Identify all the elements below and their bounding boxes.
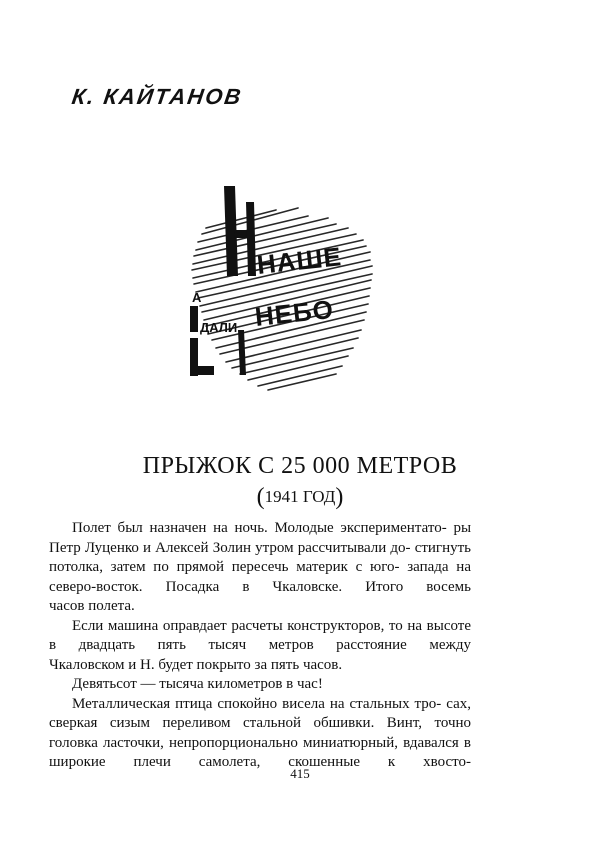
text-line: точно головка ласточки, непропорционально миниатюрный, (49, 715, 472, 751)
text-line: сах, сверкая сизым переливом стальной обшивки. Винт, (49, 695, 471, 731)
emblem-side-fragment-top: А (192, 290, 202, 305)
scribble-emblem-graphic (188, 180, 383, 405)
paragraph-1-end (49, 597, 471, 617)
text-line: высоте в двадцать пять тысяч метров расстояние между (49, 617, 472, 653)
text-line: Если машина оправдает расчеты конструкторов, то на (72, 617, 423, 634)
year-paren-open: ( (256, 484, 265, 510)
year-paren-close: ) (335, 484, 344, 510)
text-line: Металлическая птица спокойно висела на стальных тро- (72, 695, 442, 712)
text-line: вдавался в широкие плечи самолета, скошенные к хвосто- (49, 734, 472, 770)
paragraph-1 (49, 519, 471, 597)
title-emblem (188, 180, 383, 405)
text-line: запада на северо-восток. Посадка в Чкаловске. Итого восемь (49, 559, 471, 595)
chapter-title: ПРЫЖОК С 25 000 МЕТРОВ (142, 453, 458, 479)
author-name: К. КАЙТАНОВ (70, 84, 245, 109)
paragraph-4 (49, 695, 471, 773)
body-text (49, 519, 471, 773)
text-line: ры Петр Луценко и Алексей Золин утром рассчитывали до- (49, 520, 472, 556)
chapter-year (0, 484, 600, 511)
text-line: часов полета. (49, 598, 135, 614)
page-number: 415 (290, 766, 310, 781)
emblem-side-fragment-bottom: ДАЛИ (200, 320, 238, 335)
paragraph-2 (49, 617, 471, 656)
year-text: 1941 ГОД (264, 487, 336, 506)
text-line: Чкаловском и Н. будет покрыто за пять часов. (49, 656, 343, 673)
text-line: Девятьсот — тысяча километров в час! (72, 676, 323, 692)
text-line: Полет был назначен на ночь. Молодые экспериментато- (72, 520, 447, 536)
paragraph-2-end (49, 656, 471, 676)
paragraph-3 (49, 675, 471, 695)
text-line: стигнуть потолка, затем по прямой пересечь материк с юго- (49, 539, 472, 575)
emblem-title-line2: НЕБО (253, 293, 336, 332)
emblem-title-line1: НАШЕ (255, 241, 344, 280)
